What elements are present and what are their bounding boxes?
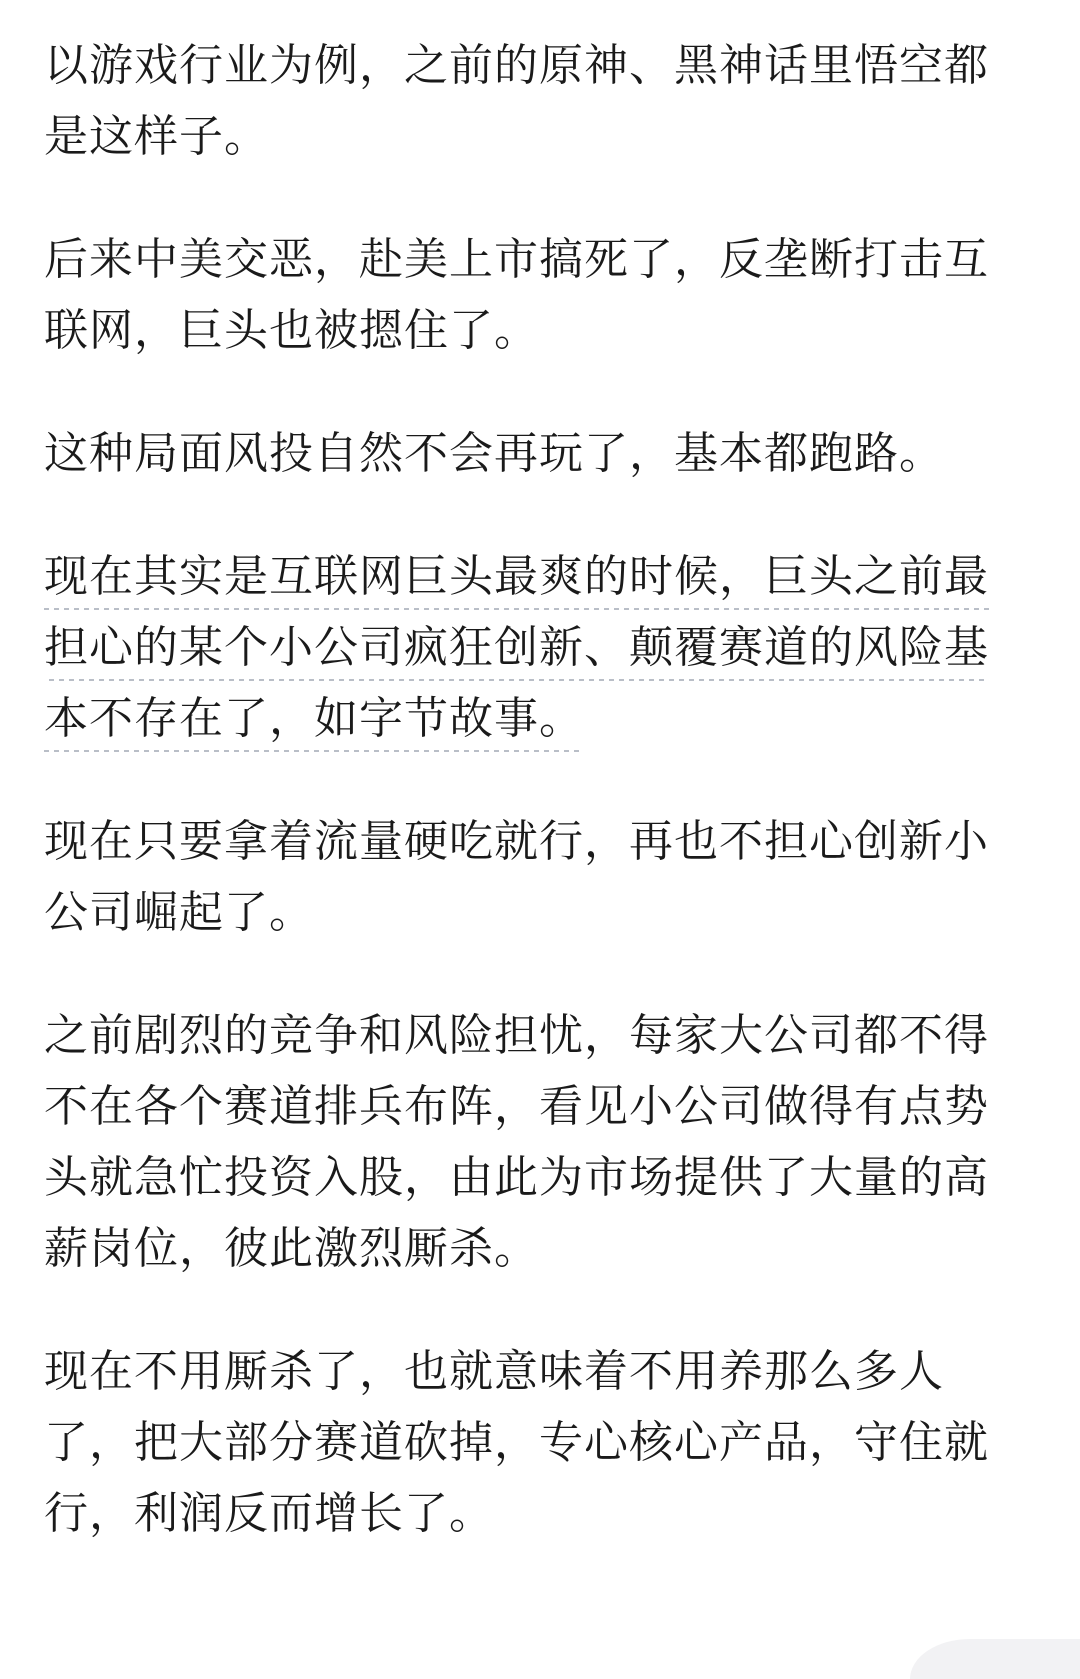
paragraph-text: 现在只要拿着流量硬吃就行，再也不担心创新小公司崛起了。 — [44, 816, 989, 938]
paragraph-text: 这种局面风投自然不会再玩了，基本都跑路。 — [44, 428, 944, 479]
article-body — [44, 30, 1010, 1601]
paragraph-2 — [44, 224, 1010, 366]
paragraph-5 — [44, 806, 1010, 948]
paragraph-text: 现在不用厮杀了，也就意味着不用养那么多人了，把大部分赛道砍掉，专心核心产品，守住就行，利润反而增长了。 — [44, 1346, 989, 1539]
highlighted-text[interactable]: 现在其实是互联网巨头最爽的时候，巨头之前最担心的某个小公司疯狂创新、颠覆赛道的风险基本不存在了，如字节故事。 — [44, 551, 989, 752]
paragraph-text: 之前剧烈的竞争和风险担忧，每家大公司都不得不在各个赛道排兵布阵，看见小公司做得有点势头就急忙投资入股，由此为市场提供了大量的高薪岗位，彼此激烈厮杀。 — [44, 1010, 989, 1274]
paragraph-text: 后来中美交恶，赴美上市搞死了，反垄断打击互联网，巨头也被摁住了。 — [44, 234, 989, 356]
paragraph-6 — [44, 1000, 1010, 1284]
paragraph-1 — [44, 30, 1010, 172]
bottom-corner-decoration — [910, 1639, 1080, 1679]
paragraph-text: 以游戏行业为例，之前的原神、黑神话里悟空都是这样子。 — [44, 40, 989, 162]
paragraph-7 — [44, 1336, 1010, 1549]
highlighted-paragraph[interactable] — [44, 541, 1010, 754]
paragraph-3 — [44, 418, 1010, 489]
